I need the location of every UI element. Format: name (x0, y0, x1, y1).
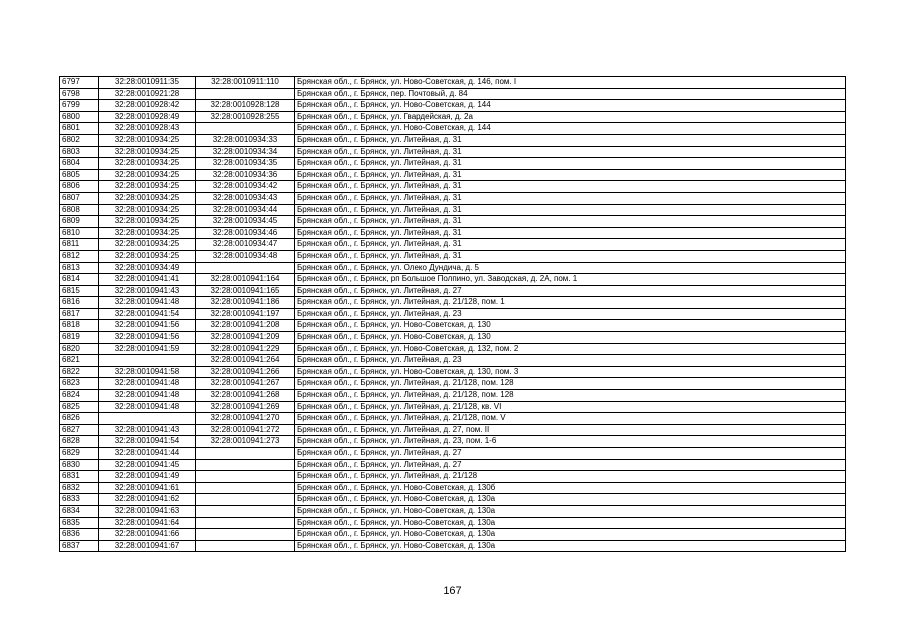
building-cadastral-number-cell: 32:28:0010934:44 (196, 204, 295, 216)
table-row (60, 390, 846, 402)
building-cadastral-number-cell (196, 517, 295, 529)
land-cadastral-number-cell: 32:28:0010941:62 (99, 494, 196, 506)
address-cell: Брянская обл., г. Брянск, ул. Ново-Советская, д. 144 (295, 100, 846, 112)
land-cadastral-number-cell: 32:28:0010941:49 (99, 471, 196, 483)
table-row (60, 134, 846, 146)
land-cadastral-number-cell: 32:28:0010941:44 (99, 448, 196, 460)
building-cadastral-number-cell: 32:28:0010934:42 (196, 181, 295, 193)
table-row (60, 471, 846, 483)
table-row (60, 274, 846, 286)
building-cadastral-number-cell: 32:28:0010941:266 (196, 366, 295, 378)
address-cell: Брянская обл., г. Брянск, ул. Ново-Советская, д. 130а (295, 529, 846, 541)
building-cadastral-number-cell: 32:28:0010941:273 (196, 436, 295, 448)
table-row (60, 482, 846, 494)
land-cadastral-number-cell: 32:28:0010928:43 (99, 123, 196, 135)
land-cadastral-number-cell: 32:28:0010941:61 (99, 482, 196, 494)
table-row (60, 540, 846, 552)
building-cadastral-number-cell: 32:28:0010934:33 (196, 134, 295, 146)
building-cadastral-number-cell: 32:28:0010941:270 (196, 413, 295, 425)
building-cadastral-number-cell: 32:28:0010941:186 (196, 297, 295, 309)
building-cadastral-number-cell (196, 540, 295, 552)
address-cell: Брянская обл., г. Брянск, ул. Литейная, д. 23, пом. 1-6 (295, 436, 846, 448)
table-row (60, 459, 846, 471)
table-row (60, 378, 846, 390)
address-cell: Брянская обл., г. Брянск, ул. Ново-Советская, д. 130а (295, 494, 846, 506)
row-number-cell: 6837 (60, 540, 99, 552)
address-cell: Брянская обл., г. Брянск, ул. Литейная, д. 21/128, пом. 128 (295, 390, 846, 402)
land-cadastral-number-cell: 32:28:0010921:28 (99, 88, 196, 100)
row-number-cell: 6817 (60, 308, 99, 320)
row-number-cell: 6835 (60, 517, 99, 529)
table-row (60, 204, 846, 216)
land-cadastral-number-cell: 32:28:0010934:25 (99, 146, 196, 158)
land-cadastral-number-cell: 32:28:0010941:48 (99, 401, 196, 413)
row-number-cell: 6825 (60, 401, 99, 413)
building-cadastral-number-cell (196, 471, 295, 483)
row-number-cell: 6819 (60, 332, 99, 344)
address-cell: Брянская обл., г. Брянск, ул. Литейная, д. 31 (295, 204, 846, 216)
row-number-cell: 6830 (60, 459, 99, 471)
table-row (60, 192, 846, 204)
address-cell: Брянская обл., г. Брянск, ул. Литейная, д. 21/128, пом. 128 (295, 378, 846, 390)
row-number-cell: 6821 (60, 355, 99, 367)
building-cadastral-number-cell: 32:28:0010941:165 (196, 285, 295, 297)
land-cadastral-number-cell: 32:28:0010941:54 (99, 308, 196, 320)
building-cadastral-number-cell: 32:28:0010941:208 (196, 320, 295, 332)
land-cadastral-number-cell: 32:28:0010911:35 (99, 77, 196, 89)
row-number-cell: 6822 (60, 366, 99, 378)
building-cadastral-number-cell: 32:28:0010928:255 (196, 111, 295, 123)
land-cadastral-number-cell: 32:28:0010934:25 (99, 158, 196, 170)
table-row (60, 250, 846, 262)
land-cadastral-number-cell: 32:28:0010941:45 (99, 459, 196, 471)
row-number-cell: 6799 (60, 100, 99, 112)
row-number-cell: 6804 (60, 158, 99, 170)
land-cadastral-number-cell: 32:28:0010941:43 (99, 285, 196, 297)
address-cell: Брянская обл., г. Брянск, ул. Литейная, д. 31 (295, 134, 846, 146)
table-row (60, 285, 846, 297)
land-cadastral-number-cell: 32:28:0010941:59 (99, 343, 196, 355)
land-cadastral-number-cell: 32:28:0010941:43 (99, 424, 196, 436)
address-cell: Брянская обл., г. Брянск, ул. Литейная, д. 27 (295, 459, 846, 471)
address-cell: Брянская обл., г. Брянск, ул. Литейная, д. 31 (295, 227, 846, 239)
building-cadastral-number-cell: 32:28:0010941:229 (196, 343, 295, 355)
land-cadastral-number-cell: 32:28:0010934:25 (99, 227, 196, 239)
table-row (60, 158, 846, 170)
land-cadastral-number-cell: 32:28:0010934:25 (99, 169, 196, 181)
row-number-cell: 6805 (60, 169, 99, 181)
land-cadastral-number-cell: 32:28:0010934:25 (99, 134, 196, 146)
row-number-cell: 6833 (60, 494, 99, 506)
table-row (60, 123, 846, 135)
address-cell: Брянская обл., г. Брянск, пер. Почтовый, д. 84 (295, 88, 846, 100)
table-row (60, 146, 846, 158)
row-number-cell: 6806 (60, 181, 99, 193)
building-cadastral-number-cell (196, 123, 295, 135)
table-row (60, 88, 846, 100)
address-cell: Брянская обл., г. Брянск, ул. Ново-Советская, д. 146, пом. I (295, 77, 846, 89)
row-number-cell: 6814 (60, 274, 99, 286)
table-row (60, 401, 846, 413)
building-cadastral-number-cell: 32:28:0010941:267 (196, 378, 295, 390)
land-cadastral-number-cell: 32:28:0010934:25 (99, 181, 196, 193)
row-number-cell: 6836 (60, 529, 99, 541)
table-row (60, 227, 846, 239)
row-number-cell: 6810 (60, 227, 99, 239)
row-number-cell: 6812 (60, 250, 99, 262)
row-number-cell: 6818 (60, 320, 99, 332)
table-row (60, 355, 846, 367)
table-row (60, 100, 846, 112)
building-cadastral-number-cell: 32:28:0010941:164 (196, 274, 295, 286)
row-number-cell: 6826 (60, 413, 99, 425)
address-cell: Брянская обл., г. Брянск, ул. Ново-Советская, д. 144 (295, 123, 846, 135)
address-cell: Брянская обл., г. Брянск, ул. Литейная, д. 31 (295, 216, 846, 228)
address-cell: Брянская обл., г. Брянск, ул. Литейная, д. 23 (295, 355, 846, 367)
building-cadastral-number-cell: 32:28:0010941:197 (196, 308, 295, 320)
address-cell: Брянская обл., г. Брянск, ул. Ново-Советская, д. 130а (295, 505, 846, 517)
building-cadastral-number-cell: 32:28:0010911:110 (196, 77, 295, 89)
building-cadastral-number-cell (196, 529, 295, 541)
table-row (60, 529, 846, 541)
row-number-cell: 6832 (60, 482, 99, 494)
address-cell: Брянская обл., г. Брянск, ул. Литейная, д. 21/128, пом. 1 (295, 297, 846, 309)
table-row (60, 436, 846, 448)
land-cadastral-number-cell: 32:28:0010941:58 (99, 366, 196, 378)
table-row (60, 111, 846, 123)
land-cadastral-number-cell: 32:28:0010934:25 (99, 192, 196, 204)
building-cadastral-number-cell (196, 482, 295, 494)
address-cell: Брянская обл., г. Брянск, ул. Ново-Советская, д. 130, пом. 3 (295, 366, 846, 378)
table-row (60, 494, 846, 506)
address-cell: Брянская обл., г. Брянск, ул. Литейная, д. 21/128, кв. VI (295, 401, 846, 413)
row-number-cell: 6823 (60, 378, 99, 390)
building-cadastral-number-cell: 32:28:0010934:43 (196, 192, 295, 204)
building-cadastral-number-cell: 32:28:0010934:35 (196, 158, 295, 170)
table-row (60, 262, 846, 274)
row-number-cell: 6827 (60, 424, 99, 436)
row-number-cell: 6807 (60, 192, 99, 204)
table-row (60, 413, 846, 425)
row-number-cell: 6798 (60, 88, 99, 100)
table-row (60, 181, 846, 193)
address-cell: Брянская обл., г. Брянск, ул. Ново-Советская, д. 130 (295, 320, 846, 332)
row-number-cell: 6802 (60, 134, 99, 146)
table-row (60, 169, 846, 181)
row-number-cell: 6831 (60, 471, 99, 483)
building-cadastral-number-cell (196, 262, 295, 274)
address-cell: Брянская обл., г. Брянск, ул. Литейная, д. 27 (295, 448, 846, 460)
land-cadastral-number-cell: 32:28:0010941:48 (99, 297, 196, 309)
row-number-cell: 6824 (60, 390, 99, 402)
address-cell: Брянская обл., г. Брянск, ул. Литейная, д. 31 (295, 192, 846, 204)
address-cell: Брянская обл., г. Брянск, ул. Литейная, д. 31 (295, 146, 846, 158)
building-cadastral-number-cell: 32:28:0010934:34 (196, 146, 295, 158)
building-cadastral-number-cell: 32:28:0010934:46 (196, 227, 295, 239)
building-cadastral-number-cell: 32:28:0010934:45 (196, 216, 295, 228)
building-cadastral-number-cell (196, 459, 295, 471)
table-row (60, 448, 846, 460)
page-number: 167 (443, 585, 462, 597)
building-cadastral-number-cell: 32:28:0010934:47 (196, 239, 295, 251)
property-register-table (59, 76, 846, 552)
address-cell: Брянская обл., г. Брянск, ул. Литейная, д. 27 (295, 285, 846, 297)
table-row (60, 517, 846, 529)
building-cadastral-number-cell (196, 494, 295, 506)
row-number-cell: 6815 (60, 285, 99, 297)
land-cadastral-number-cell: 32:28:0010941:66 (99, 529, 196, 541)
address-cell: Брянская обл., г. Брянск, ул. Литейная, д. 21/128, пом. V (295, 413, 846, 425)
land-cadastral-number-cell: 32:28:0010941:56 (99, 332, 196, 344)
row-number-cell: 6813 (60, 262, 99, 274)
table-row (60, 77, 846, 89)
land-cadastral-number-cell: 32:28:0010934:25 (99, 204, 196, 216)
row-number-cell: 6816 (60, 297, 99, 309)
table-row (60, 424, 846, 436)
land-cadastral-number-cell: 32:28:0010928:42 (99, 100, 196, 112)
table-row (60, 320, 846, 332)
address-cell: Брянская обл., г. Брянск, ул. Ново-Советская, д. 130а (295, 540, 846, 552)
building-cadastral-number-cell: 32:28:0010934:36 (196, 169, 295, 181)
land-cadastral-number-cell: 32:28:0010941:63 (99, 505, 196, 517)
table-row (60, 343, 846, 355)
land-cadastral-number-cell (99, 413, 196, 425)
address-cell: Брянская обл., г. Брянск, ул. Литейная, д. 31 (295, 181, 846, 193)
address-cell: Брянская обл., г. Брянск, ул. Ново-Советская, д. 132, пом. 2 (295, 343, 846, 355)
building-cadastral-number-cell (196, 448, 295, 460)
row-number-cell: 6820 (60, 343, 99, 355)
address-cell: Брянская обл., г. Брянск, ул. Литейная, д. 31 (295, 239, 846, 251)
table-row (60, 239, 846, 251)
land-cadastral-number-cell: 32:28:0010934:25 (99, 250, 196, 262)
building-cadastral-number-cell: 32:28:0010928:128 (196, 100, 295, 112)
building-cadastral-number-cell: 32:28:0010941:272 (196, 424, 295, 436)
table-row (60, 308, 846, 320)
table-row (60, 216, 846, 228)
row-number-cell: 6809 (60, 216, 99, 228)
address-cell: Брянская обл., г. Брянск, ул. Олеко Дундича, д. 5 (295, 262, 846, 274)
address-cell: Брянская обл., г. Брянск, ул. Литейная, д. 21/128 (295, 471, 846, 483)
land-cadastral-number-cell: 32:28:0010941:48 (99, 390, 196, 402)
building-cadastral-number-cell: 32:28:0010934:48 (196, 250, 295, 262)
building-cadastral-number-cell: 32:28:0010941:209 (196, 332, 295, 344)
register-table-body (60, 77, 846, 552)
building-cadastral-number-cell: 32:28:0010941:268 (196, 390, 295, 402)
land-cadastral-number-cell: 32:28:0010928:49 (99, 111, 196, 123)
land-cadastral-number-cell: 32:28:0010941:48 (99, 378, 196, 390)
land-cadastral-number-cell: 32:28:0010941:64 (99, 517, 196, 529)
address-cell: Брянская обл., г. Брянск, ул. Гвардейская, д. 2а (295, 111, 846, 123)
land-cadastral-number-cell: 32:28:0010934:25 (99, 216, 196, 228)
land-cadastral-number-cell: 32:28:0010941:56 (99, 320, 196, 332)
building-cadastral-number-cell: 32:28:0010941:264 (196, 355, 295, 367)
address-cell: Брянская обл., г. Брянск, ул. Ново-Советская, д. 130 (295, 332, 846, 344)
land-cadastral-number-cell: 32:28:0010941:54 (99, 436, 196, 448)
table-row (60, 297, 846, 309)
address-cell: Брянская обл., г. Брянск, ул. Ново-Советская, д. 130а (295, 517, 846, 529)
land-cadastral-number-cell: 32:28:0010934:25 (99, 239, 196, 251)
table-row (60, 366, 846, 378)
building-cadastral-number-cell: 32:28:0010941:269 (196, 401, 295, 413)
building-cadastral-number-cell (196, 505, 295, 517)
address-cell: Брянская обл., г. Брянск, рп Большое Полпино, ул. Заводская, д. 2А, пом. 1 (295, 274, 846, 286)
row-number-cell: 6801 (60, 123, 99, 135)
table-row (60, 505, 846, 517)
address-cell: Брянская обл., г. Брянск, ул. Ново-Советская, д. 130б (295, 482, 846, 494)
land-cadastral-number-cell: 32:28:0010941:41 (99, 274, 196, 286)
row-number-cell: 6800 (60, 111, 99, 123)
table-row (60, 332, 846, 344)
address-cell: Брянская обл., г. Брянск, ул. Литейная, д. 31 (295, 158, 846, 170)
address-cell: Брянская обл., г. Брянск, ул. Литейная, д. 31 (295, 250, 846, 262)
land-cadastral-number-cell: 32:28:0010934:49 (99, 262, 196, 274)
row-number-cell: 6829 (60, 448, 99, 460)
address-cell: Брянская обл., г. Брянск, ул. Литейная, д. 23 (295, 308, 846, 320)
building-cadastral-number-cell (196, 88, 295, 100)
row-number-cell: 6828 (60, 436, 99, 448)
row-number-cell: 6834 (60, 505, 99, 517)
row-number-cell: 6811 (60, 239, 99, 251)
row-number-cell: 6803 (60, 146, 99, 158)
address-cell: Брянская обл., г. Брянск, ул. Литейная, д. 27, пом. II (295, 424, 846, 436)
row-number-cell: 6797 (60, 77, 99, 89)
address-cell: Брянская обл., г. Брянск, ул. Литейная, д. 31 (295, 169, 846, 181)
land-cadastral-number-cell: 32:28:0010941:67 (99, 540, 196, 552)
land-cadastral-number-cell (99, 355, 196, 367)
row-number-cell: 6808 (60, 204, 99, 216)
